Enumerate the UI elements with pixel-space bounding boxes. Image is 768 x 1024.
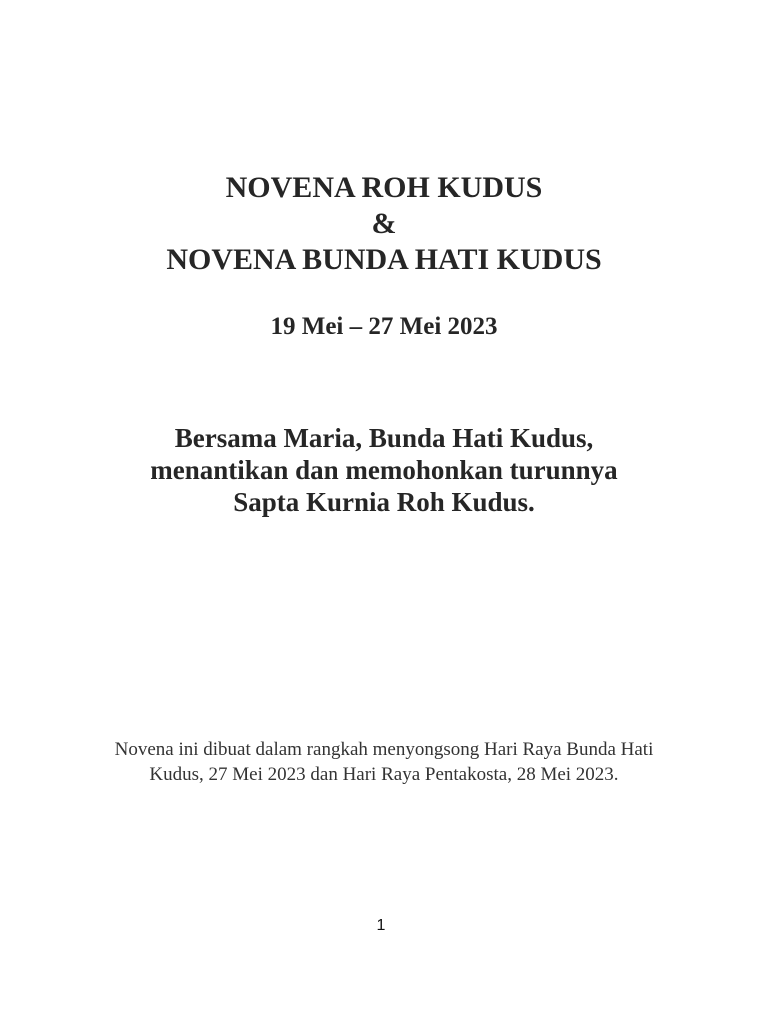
novena-theme <box>0 422 768 518</box>
title-line-1: NOVENA ROH KUDUS <box>225 171 543 204</box>
novena-note <box>0 737 768 787</box>
note-line-2: Kudus, 27 Mei 2023 dan Hari Raya Pentakosta, 28 Mei 2023. <box>149 764 619 785</box>
theme-line-1: Bersama Maria, Bunda Hati Kudus, <box>174 423 594 453</box>
novena-date-range: 19 Mei – 27 Mei 2023 <box>270 313 498 340</box>
title-line-2: NOVENA BUNDA HATI KUDUS <box>166 243 602 276</box>
document-title <box>0 170 768 278</box>
theme-line-2: menantikan dan memohonkan turunnya <box>150 455 618 485</box>
page-number: 1 <box>376 917 386 934</box>
title-line-ampersand: & <box>371 207 397 240</box>
theme-line-3: Sapta Kurnia Roh Kudus. <box>233 487 535 517</box>
note-line-1: Novena ini dibuat dalam rangkah menyongsong Hari Raya Bunda Hati <box>114 739 654 760</box>
